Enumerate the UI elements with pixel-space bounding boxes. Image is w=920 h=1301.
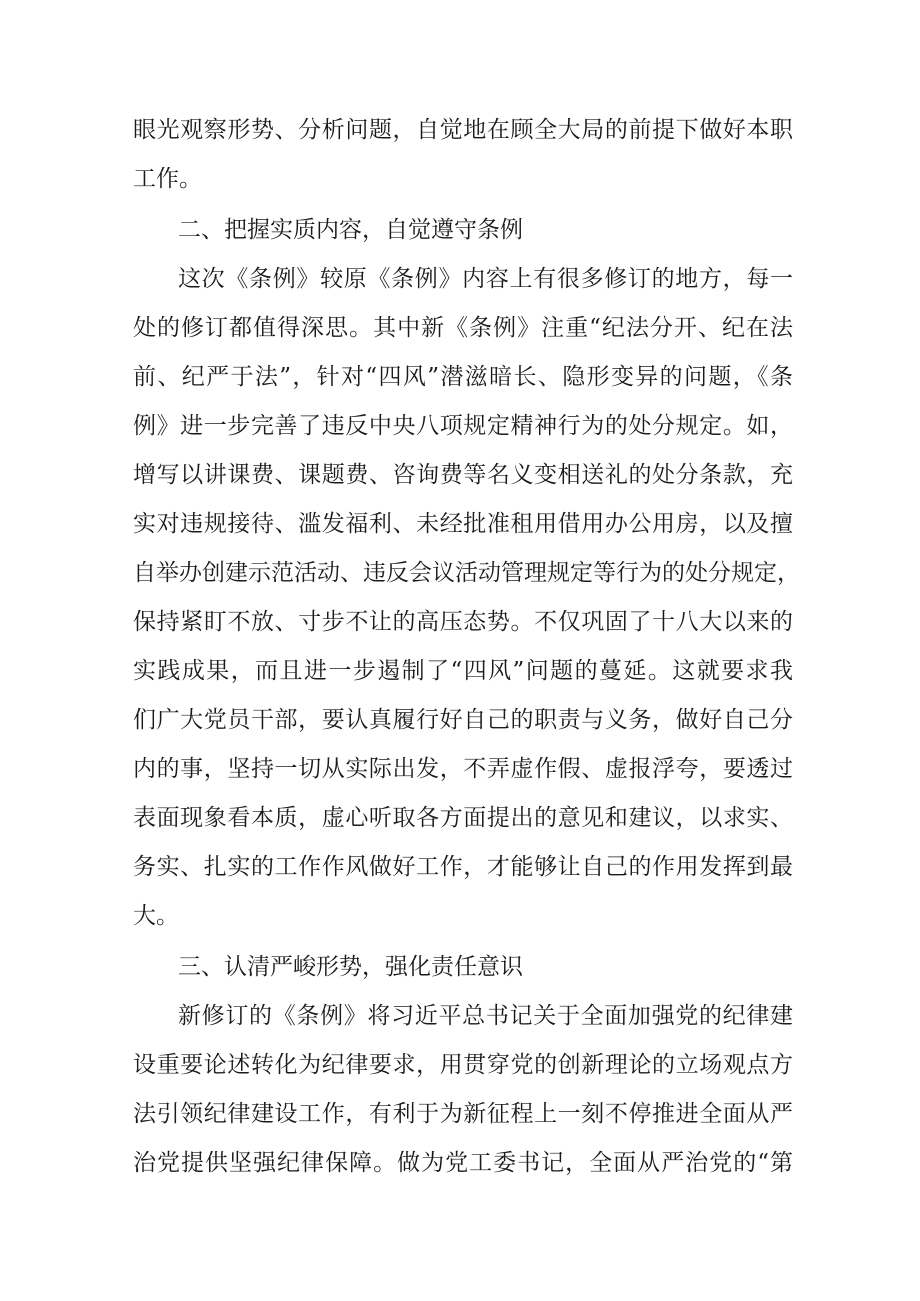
body-text-line: 务实、扎实的工作作风做好工作，才能够让自己的作用发挥到最 [133, 854, 793, 880]
body-text-line: 大。 [133, 903, 179, 929]
body-text-line: 法引领纪律建设工作，有利于为新征程上一刻不停推进全面从严 [133, 1101, 793, 1127]
body-text-line: 治党提供坚强纪律保障。做为党工委书记，全面从严治党的“第 [133, 1150, 793, 1176]
body-text-line: 内的事，坚持一切从实际出发，不弄虚作假、虚报浮夸，要透过 [133, 756, 793, 782]
body-text-line: 新修订的《条例》将习近平总书记关于全面加强党的纪律建 [178, 1003, 793, 1029]
body-text-line: 这次《条例》较原《条例》内容上有很多修订的地方，每一 [178, 266, 793, 292]
body-text-line: 设重要论述转化为纪律要求，用贯穿党的创新理论的立场观点方 [133, 1052, 793, 1078]
section-heading-2: 二、把握实质内容，自觉遵守条例 [178, 217, 523, 243]
body-text-line: 工作。 [133, 166, 202, 192]
body-text-line: 例》进一步完善了违反中央八项规定精神行为的处分规定。如， [133, 413, 793, 439]
body-text-line: 前、纪严于法”，针对“四风”潜滋暗长、隐形变异的问题，《条 [133, 364, 793, 390]
body-text-line: 眼光观察形势、分析问题，自觉地在顾全大局的前提下做好本职 [133, 117, 793, 143]
body-text-line: 保持紧盯不放、寸步不让的高压态势。不仅巩固了十八大以来的 [133, 609, 793, 635]
body-text-line: 处的修订都值得深思。其中新《条例》注重“纪法分开、纪在法 [133, 315, 793, 341]
body-text-line: 实对违规接待、滥发福利、未经批准租用借用办公用房，以及擅 [133, 511, 793, 537]
body-text-line: 实践成果，而且进一步遏制了“四风”问题的蔓延。这就要求我 [133, 658, 793, 684]
body-text-line: 表面现象看本质，虚心听取各方面提出的意见和建议，以求实、 [133, 805, 793, 831]
body-text-line: 增写以讲课费、课题费、咨询费等名义变相送礼的处分条款，充 [133, 462, 793, 488]
section-heading-3: 三、认清严峻形势，强化责任意识 [178, 954, 523, 980]
body-text-line: 自举办创建示范活动、违反会议活动管理规定等行为的处分规定， [133, 560, 800, 586]
body-text-line: 们广大党员干部，要认真履行好自己的职责与义务，做好自己分 [133, 707, 793, 733]
